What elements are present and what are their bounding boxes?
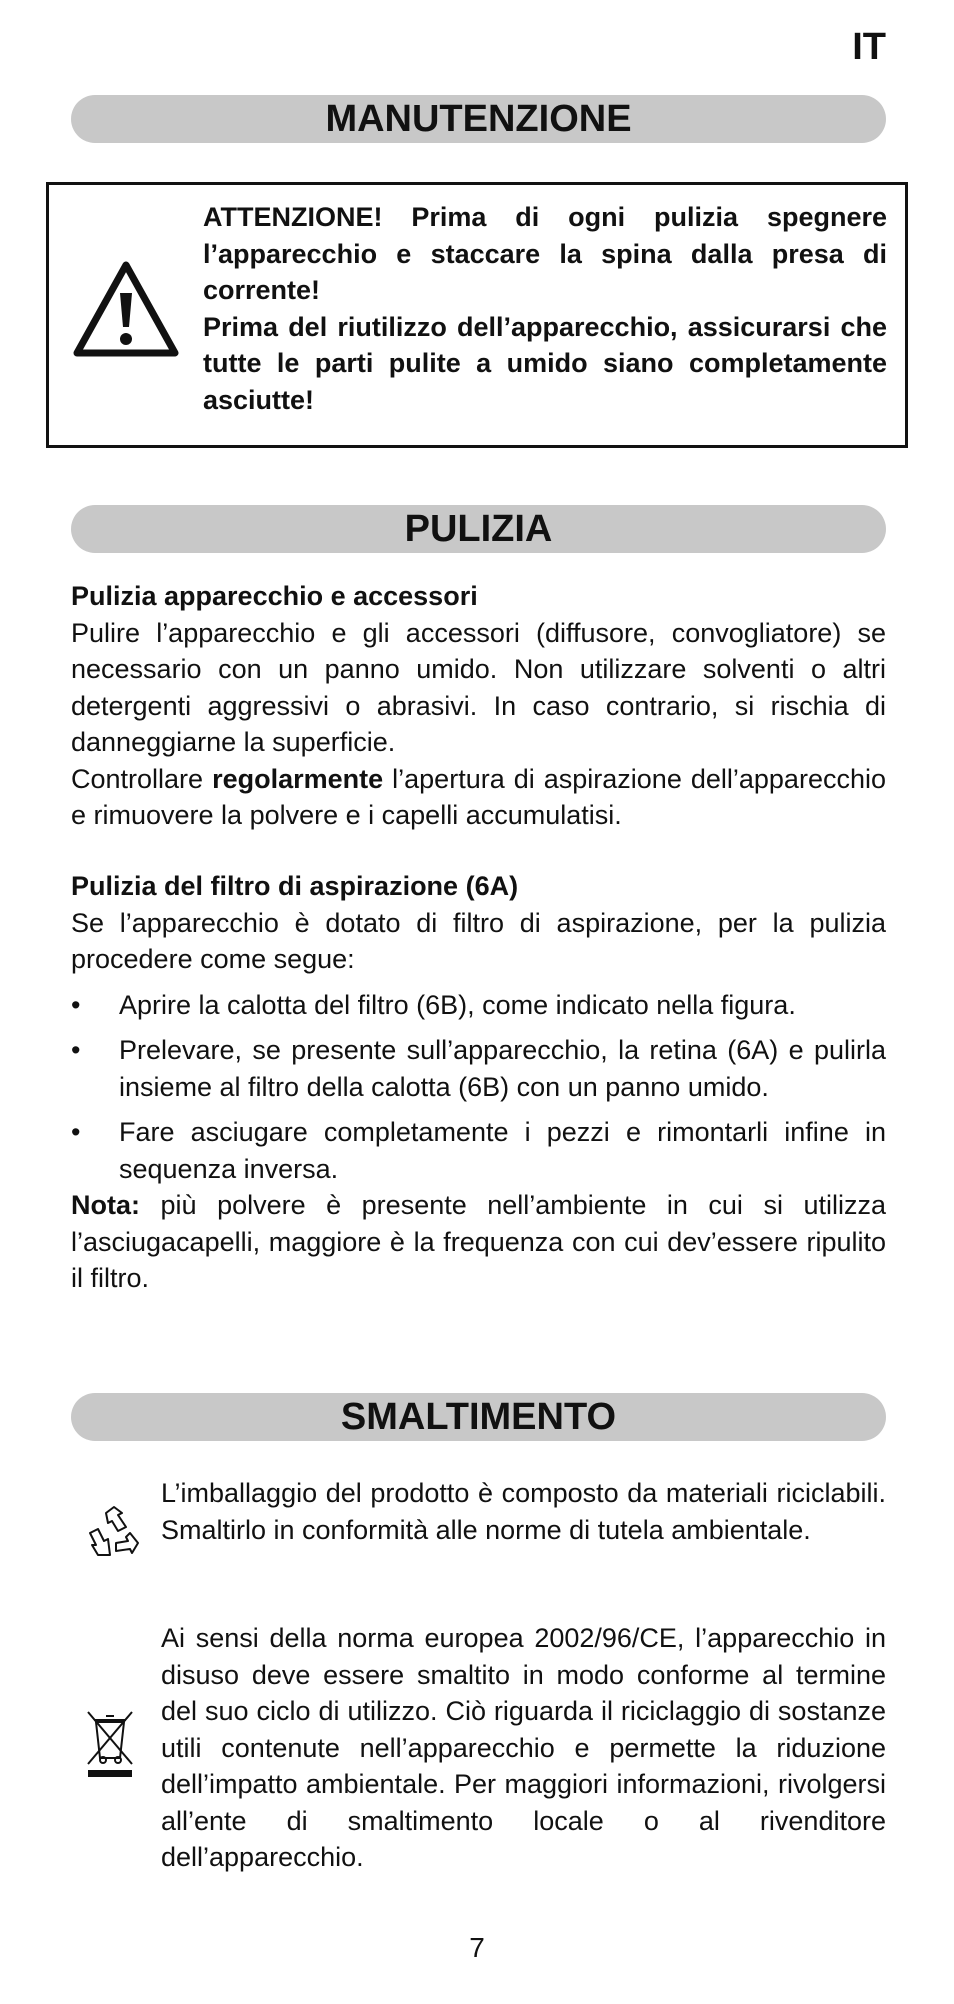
- subheading-filter-cleaning: Pulizia del filtro di aspirazione (6A): [71, 871, 519, 901]
- device-check-paragraph: [71, 761, 886, 834]
- page-number: 7: [469, 1932, 485, 1963]
- check-text-bold: regolarmente: [212, 763, 384, 794]
- note-text: più polvere è presente nell’ambiente in cui si utilizza l’asciugacapelli, maggiore è la frequenza con cui dev’essere ripulito il filtro.: [71, 1190, 886, 1293]
- check-text-post: l’apertura di aspirazione dell’apparecchio e rimuovere la polvere e i capelli accumulatisi.: [71, 763, 886, 830]
- note-label: Nota:: [71, 1190, 140, 1220]
- filter-steps-list: [71, 987, 886, 1188]
- bullet: •: [71, 1035, 81, 1065]
- check-text-pre: Controllare: [71, 763, 213, 794]
- recycle-icon: [84, 1503, 144, 1563]
- list-item-text: Prelevare, se presente sull’apparecchio, la retina (6A) e pulirla insieme al filtro della calotta (6B) con un panno umido.: [119, 1035, 886, 1102]
- section-title-disposal: SMALTIMENTO: [71, 1393, 886, 1441]
- disposal-weee-text: Ai sensi della norma europea 2002/96/CE, l’apparecchio in disuso deve essere smaltito in modo conforme al termine del suo ciclo di utilizzo. Ciò riguarda il riciclaggio di sostanze utili contenute nell’apparecchio e permette la riduzione dell’impatto ambientale. Per maggiori informazioni, rivolgersi all’ente di smaltimento locale o al rivenditore dell’apparecchio.: [161, 1623, 886, 1872]
- warning-text: [203, 199, 887, 418]
- filter-intro-paragraph: Se l’apparecchio è dotato di filtro di aspirazione, per la pulizia procedere come segue:: [71, 907, 886, 974]
- list-item: [71, 1032, 886, 1105]
- device-cleaning-paragraph: Pulire l’apparecchio e gli accessori (diffusore, convogliatore) se necessario con un panno umido. Non utilizzare solventi o altri detergenti aggressivi o abrasivi. In caso contrario, si rischia di danneggiarne la superficie.: [71, 617, 886, 757]
- section-title-maintenance: MANUTENZIONE: [71, 95, 886, 143]
- disposal-packaging-text: L’imballaggio del prodotto è composto da materiali riciclabili. Smaltirlo in conformità alle norme di tutela ambientale.: [161, 1478, 886, 1545]
- list-item: [71, 987, 886, 1024]
- crossed-bin-icon: [84, 1708, 136, 1780]
- list-item-text: Aprire la calotta del filtro (6B), come indicato nella figura.: [119, 989, 796, 1020]
- language-code: IT: [852, 26, 886, 68]
- bullet: •: [71, 989, 81, 1020]
- warning-triangle-icon: [71, 257, 181, 361]
- cleaning-filter-section: [71, 868, 886, 1297]
- bullet: •: [71, 1117, 81, 1147]
- warning-paragraph-1: ATTENZIONE! Prima di ogni pulizia spegnere l’apparecchio e staccare la spina dalla presa di corrente!: [203, 202, 887, 305]
- note-paragraph: [71, 1187, 886, 1297]
- warning-box: [46, 182, 908, 448]
- warning-paragraph-2: Prima del riutilizzo dell’apparecchio, assicurarsi che tutte le parti pulite a umido siano completamente asciutte!: [203, 311, 887, 415]
- list-item: [71, 1114, 886, 1187]
- section-title-cleaning: PULIZIA: [71, 505, 886, 553]
- cleaning-device-section: [71, 578, 886, 834]
- subheading-device-cleaning: Pulizia apparecchio e accessori: [71, 581, 478, 611]
- list-item-text: Fare asciugare completamente i pezzi e rimontarli infine in sequenza inversa.: [119, 1117, 886, 1184]
